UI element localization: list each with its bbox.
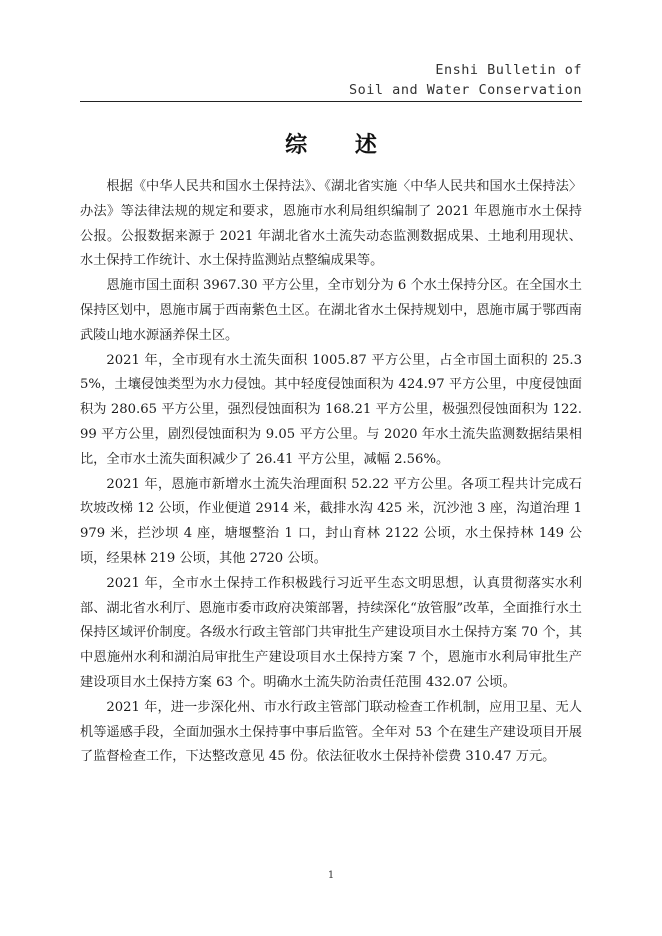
paragraph-approvals: 2021 年，全市水土保持工作积极践行习近平生态文明思想，认真贯彻落实水利部、湖北省水利厅、恩施市委市政府决策部署，持续深化“放管服”改革，全面推行水土保持区域评价制度。各级水行政主管部门共审批生产建设项目水土保持方案 70 个，其中恩施州水利和湖泊局审批生产建设项目水土保持方案 7 个，恩施市水利局审批生产建设项目水土保持方案 63 个。明确水土流失防治责任范围 432.07 公顷。 (80, 575, 582, 690)
header-divider (80, 101, 582, 102)
running-header (349, 60, 582, 100)
header-line-2: Soil and Water Conservation (349, 82, 582, 98)
page-title: 综 述 (285, 133, 397, 158)
page-number: 1 (327, 870, 335, 881)
body-text (80, 175, 582, 770)
paragraph-land-area: 恩施市国土面积 3967.30 平方公里，全市划分为 6 个水土保持分区。在全国水土保持区划中，恩施市属于西南紫色土区。在湖北省水土保持规划中，恩施市属于鄂西南武陵山地水源涵养保土区。 (80, 278, 582, 343)
paragraph-new-treatment: 2021 年，恩施市新增水土流失治理面积 52.22 平方公里。各项工程共计完成石坎坡改梯 12 公顷，作业便道 2914 米，截排水沟 425 米，沉沙池 3 座，沟道治理 1979 米，拦沙坝 4 座，塘堰整治 1 口，封山育林 2122 公顷，水土保持林 149 公顷，经果林 219 公顷，其他 2720 公顷。 (80, 476, 582, 566)
header-line-1: Enshi Bulletin of (435, 62, 582, 78)
paragraph-supervision: 2021 年，进一步深化州、市水行政主管部门联动检查工作机制，应用卫星、无人机等遥感手段，全面加强水土保持事中事后监管。全年对 53 个在建生产建设项目开展了监督检查工作，下达整改意见 45 份。依法征收水土保持补偿费 310.47 万元。 (80, 699, 582, 765)
paragraph-erosion-area: 2021 年，全市现有水土流失面积 1005.87 平方公里，占全市国土面积的 25.35%，土壤侵蚀类型为水力侵蚀。其中轻度侵蚀面积为 424.97 平方公里，中度侵蚀面积为 280.65 平方公里，强烈侵蚀面积为 168.21 平方公里，极强烈侵蚀面积为 122.99 平方公里，剧烈侵蚀面积为 9.05 平方公里。与 2020 年水土流失监测数据结果相比，全市水土流失面积减少了 26.41 平方公里，减幅 2.56%。 (80, 352, 582, 467)
paragraph-legal-basis: 根据《中华人民共和国水土保持法》、《湖北省实施〈中华人民共和国水土保持法〉办法》等法律法规的规定和要求，恩施市水利局组织编制了 2021 年恩施市水土保持公报。公报数据来源于 2021 年湖北省水土流失动态监测数据成果、土地利用现状、水土保持工作统计、水土保持监测站点整编成果等。 (80, 179, 582, 269)
